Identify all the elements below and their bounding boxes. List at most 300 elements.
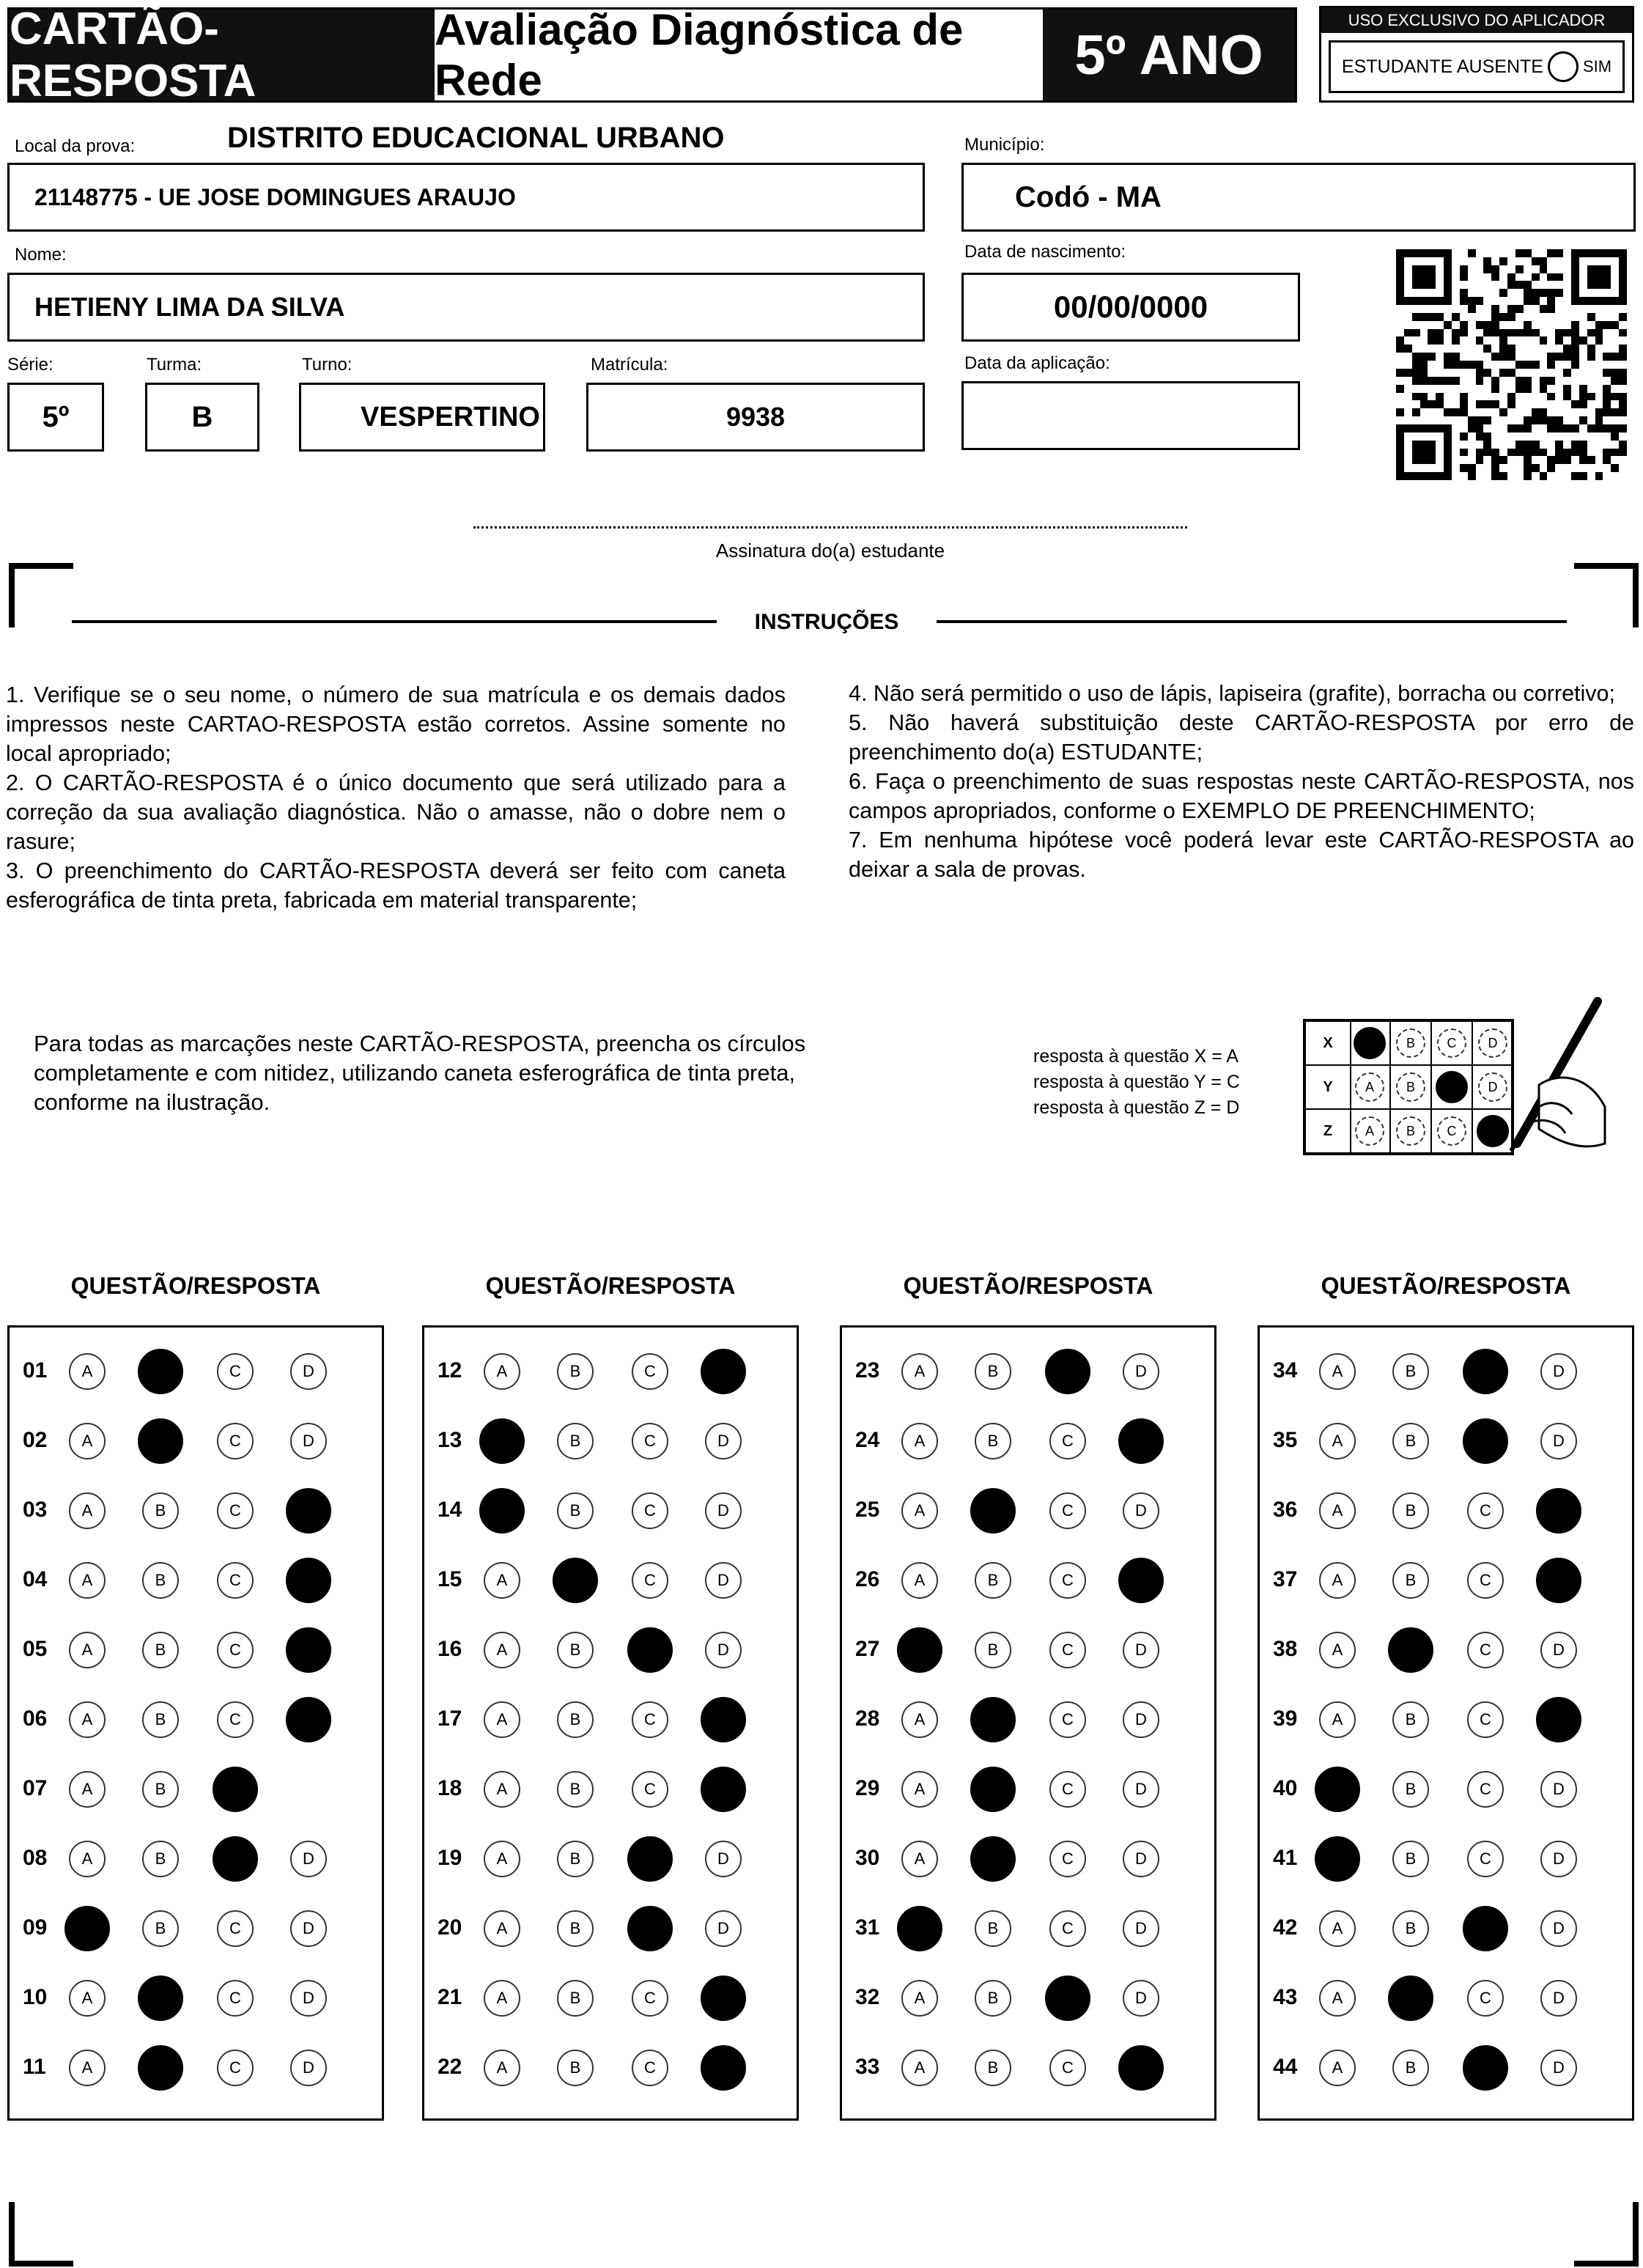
answer-bubble-c[interactable]: C	[1467, 1841, 1504, 1877]
question-row	[424, 1419, 797, 1463]
answer-bubble-c[interactable]: C	[632, 1423, 668, 1459]
answer-bubble-c[interactable]: C	[1467, 1771, 1504, 1808]
question-number: 38	[1273, 1637, 1298, 1661]
answer-bubble-a[interactable]	[1315, 1767, 1360, 1812]
question-row	[424, 1976, 797, 2020]
answer-bubble-d[interactable]	[701, 2045, 746, 2091]
example-bubble-c	[1436, 1071, 1468, 1103]
question-row	[1260, 1628, 1632, 1672]
question-row	[1260, 1558, 1632, 1602]
answer-bubble-c[interactable]: C	[217, 1353, 254, 1390]
question-row	[424, 1767, 797, 1811]
answer-bubble-a[interactable]: A	[1319, 1910, 1356, 1947]
answer-bubble-c[interactable]: C	[217, 1492, 254, 1529]
question-row	[842, 1419, 1214, 1463]
answer-bubble-b[interactable]: B	[557, 1423, 594, 1459]
question-row	[1260, 1419, 1632, 1463]
question-row	[1260, 2046, 1632, 2090]
example-cell	[1391, 1110, 1432, 1152]
answer-bubble-c[interactable]: C	[1467, 1492, 1504, 1529]
answer-bubble-c[interactable]: C	[217, 1423, 254, 1459]
answer-bubble-b[interactable]: B	[975, 1910, 1011, 1947]
corner-mark-bottom-left	[9, 2202, 73, 2267]
instruction-item: 6. Faça o preenchimento de suas respostas neste CARTÃO-RESPOSTA, nos campos apropriados, conforme o EXEMPLO DE PREENCHIMENTO;	[849, 769, 1634, 823]
example-text: Para todas as marcações neste CARTÃO-RESPOSTA, preencha os círculos completamente e com nitidez, utilizando caneta esferográfica de tinta preta, conforme na ilustração.	[34, 1031, 806, 1115]
answer-bubble-d[interactable]: D	[1540, 1632, 1577, 1668]
example-bubble-a: A	[1355, 1072, 1384, 1102]
answer-bubble-a[interactable]: A	[901, 1562, 938, 1599]
answer-bubble-b[interactable]: B	[557, 1632, 594, 1668]
example-cell	[1432, 1022, 1473, 1064]
column-heading: QUESTÃO/RESPOSTA	[70, 1273, 321, 1299]
answer-bubble-a[interactable]: A	[901, 1492, 938, 1529]
answer-bubble-b[interactable]: B	[1392, 1423, 1429, 1459]
answer-panel	[422, 1325, 799, 2121]
answer-bubble-b[interactable]	[970, 1697, 1016, 1742]
answer-bubble-d[interactable]: D	[1123, 1910, 1159, 1947]
question-row	[842, 1767, 1214, 1811]
absent-label: ESTUDANTE AUSENTE	[1341, 56, 1543, 77]
example-cell	[1350, 1022, 1391, 1064]
answer-bubble-d[interactable]	[701, 1767, 746, 1812]
answer-bubble-c[interactable]	[1045, 1349, 1090, 1394]
exam-title: Avaliação Diagnóstica de Rede	[435, 10, 1043, 100]
matricula-value: 9938	[725, 402, 786, 432]
serie-label: Série:	[7, 355, 53, 375]
answer-bubble-d[interactable]	[1118, 1418, 1164, 1464]
question-number: 10	[23, 1985, 48, 2009]
answer-bubble-d[interactable]	[286, 1558, 331, 1603]
answer-bubble-d[interactable]: D	[290, 1980, 327, 2017]
aplicacao-label: Data da aplicação:	[964, 353, 1110, 373]
answer-bubble-b[interactable]	[553, 1558, 598, 1603]
column-heading: QUESTÃO/RESPOSTA	[485, 1273, 736, 1299]
question-number: 24	[855, 1428, 880, 1452]
answer-bubble-b[interactable]: B	[142, 1632, 179, 1668]
question-number: 43	[1273, 1985, 1298, 2009]
question-number: 07	[23, 1776, 48, 1800]
answer-bubble-c[interactable]: C	[1467, 1632, 1504, 1668]
answer-bubble-b[interactable]: B	[557, 1492, 594, 1529]
question-number: 16	[437, 1637, 462, 1661]
answer-bubble-a[interactable]: A	[484, 2050, 520, 2086]
question-row	[842, 1698, 1214, 1742]
answer-bubble-b[interactable]: B	[142, 1771, 179, 1808]
answer-bubble-a[interactable]: A	[901, 1841, 938, 1877]
answer-bubble-b[interactable]	[1388, 1976, 1433, 2021]
matricula-field[interactable]	[586, 383, 925, 452]
answer-bubble-c[interactable]: C	[1049, 1841, 1086, 1877]
municipio-field[interactable]	[961, 163, 1636, 232]
answer-bubble-b[interactable]: B	[1392, 1771, 1429, 1808]
answer-bubble-a[interactable]: A	[901, 1701, 938, 1738]
answer-bubble-b[interactable]: B	[1392, 1492, 1429, 1529]
instructions-right	[849, 679, 1634, 884]
answer-bubble-c[interactable]: C	[632, 1492, 668, 1529]
answer-bubble-b[interactable]	[970, 1836, 1016, 1882]
question-row	[842, 2046, 1214, 2090]
answer-bubble-a[interactable]: A	[484, 1771, 520, 1808]
answer-bubble-b[interactable]	[1388, 1627, 1433, 1673]
answer-bubble-d[interactable]: D	[1540, 1980, 1577, 2017]
answer-bubble-b[interactable]: B	[975, 1980, 1011, 2017]
answer-bubble-b[interactable]: B	[557, 1771, 594, 1808]
question-number: 18	[437, 1776, 462, 1800]
answer-bubble-a[interactable]: A	[1319, 1423, 1356, 1459]
answer-bubble-d[interactable]	[701, 1697, 746, 1742]
answer-bubble-d[interactable]: D	[1123, 1771, 1159, 1808]
question-row	[842, 1489, 1214, 1533]
question-number: 30	[855, 1846, 880, 1870]
answer-bubble-c[interactable]: C	[632, 1353, 668, 1390]
answer-bubble-d[interactable]: D	[705, 1423, 742, 1459]
signature-line[interactable]	[473, 526, 1187, 529]
answer-bubble-b[interactable]: B	[1392, 1701, 1429, 1738]
answer-bubble-d[interactable]	[1536, 1488, 1581, 1534]
answer-bubble-a[interactable]: A	[484, 1632, 520, 1668]
answer-bubble-a[interactable]: A	[484, 1841, 520, 1877]
answer-bubble-d[interactable]	[1536, 1558, 1581, 1603]
answer-bubble-a[interactable]: A	[1319, 2050, 1356, 2086]
question-row	[424, 2046, 797, 2090]
aplicacao-field[interactable]	[961, 381, 1300, 450]
answer-bubble-d[interactable]: D	[705, 1562, 742, 1599]
qr-code	[1396, 249, 1627, 480]
example-legend-item: resposta à questão X = A	[1033, 1046, 1239, 1067]
question-number: 36	[1273, 1498, 1298, 1522]
answer-bubble-c[interactable]: C	[1049, 1423, 1086, 1459]
answer-bubble-c[interactable]: C	[632, 1980, 668, 2017]
answer-bubble-d[interactable]: D	[1540, 1771, 1577, 1808]
question-number: 19	[437, 1846, 462, 1870]
answer-bubble-a[interactable]	[479, 1488, 525, 1534]
answer-bubble-c[interactable]	[627, 1836, 673, 1882]
answer-bubble-b[interactable]: B	[557, 2050, 594, 2086]
question-row	[424, 1558, 797, 1602]
answer-bubble-d[interactable]: D	[1540, 2050, 1577, 2086]
example-bubble-c: C	[1437, 1116, 1466, 1146]
municipio-value: Codó - MA	[1015, 180, 1162, 213]
answer-bubble-a[interactable]: A	[901, 1980, 938, 2017]
question-row	[10, 1698, 382, 1742]
absent-field	[1329, 40, 1625, 93]
answer-bubble-d[interactable]: D	[290, 1910, 327, 1947]
example-bubble-c: C	[1437, 1028, 1466, 1058]
answer-bubble-a[interactable]: A	[484, 1980, 520, 2017]
question-row	[1260, 1976, 1632, 2020]
answer-bubble-b[interactable]	[138, 1418, 183, 1464]
question-number: 33	[855, 2055, 880, 2079]
answer-bubble-b[interactable]: B	[557, 1701, 594, 1738]
answer-bubble-d[interactable]	[286, 1488, 331, 1534]
answer-bubble-a[interactable]	[1315, 1836, 1360, 1882]
answer-bubble-b[interactable]	[970, 1488, 1016, 1534]
answer-bubble-c[interactable]: C	[1467, 1562, 1504, 1599]
example-cell	[1350, 1066, 1391, 1108]
answer-bubble-c[interactable]	[1463, 2045, 1508, 2091]
nome-value: HETIENY LIMA DA SILVA	[34, 292, 345, 322]
question-row	[424, 1350, 797, 1393]
instruction-item: 1. Verifique se o seu nome, o número de sua matrícula e os demais dados impressos neste CARTAO-RESPOSTA estão corretos. Assine somente no local apropriado;	[6, 682, 786, 766]
question-row	[842, 1837, 1214, 1881]
answer-bubble-a[interactable]: A	[69, 1771, 106, 1808]
corner-mark-top-left	[9, 563, 73, 627]
answer-bubble-b[interactable]: B	[975, 1423, 1011, 1459]
answer-bubble-b[interactable]: B	[975, 1632, 1011, 1668]
answer-bubble-d[interactable]: D	[1123, 1492, 1159, 1529]
nascimento-label: Data de nascimento:	[964, 242, 1126, 262]
turno-field[interactable]	[299, 383, 545, 452]
answer-bubble-a[interactable]: A	[901, 1771, 938, 1808]
answer-bubble-b[interactable]: B	[557, 1353, 594, 1390]
answer-bubble-d[interactable]	[1118, 1558, 1164, 1603]
answer-bubble-c[interactable]	[213, 1836, 258, 1882]
answer-bubble-a[interactable]: A	[69, 1353, 106, 1390]
answer-bubble-b[interactable]	[138, 1976, 183, 2021]
nascimento-field[interactable]	[961, 273, 1300, 342]
answer-bubble-a[interactable]: A	[1319, 1353, 1356, 1390]
answer-bubble-c[interactable]: C	[1049, 1701, 1086, 1738]
answer-bubble-a[interactable]: A	[69, 1423, 106, 1459]
answer-bubble-b[interactable]: B	[142, 1841, 179, 1877]
answer-bubble-d[interactable]: D	[705, 1841, 742, 1877]
answer-bubble-c[interactable]: C	[217, 1980, 254, 2017]
municipio-label: Município:	[964, 135, 1045, 155]
answer-bubble-c[interactable]: C	[632, 2050, 668, 2086]
answer-bubble-b[interactable]: B	[975, 1562, 1011, 1599]
answer-bubble-d[interactable]: D	[705, 1492, 742, 1529]
instruction-item: 7. Em nenhuma hipótese você poderá levar este CARTÃO-RESPOSTA ao deixar a sala de provas.	[849, 828, 1634, 882]
question-row	[10, 1558, 382, 1602]
answer-bubble-c[interactable]	[213, 1767, 258, 1812]
answer-bubble-b[interactable]: B	[1392, 1353, 1429, 1390]
answer-bubble-d[interactable]	[701, 1976, 746, 2021]
turma-field[interactable]	[145, 383, 259, 452]
answer-bubble-a[interactable]: A	[901, 1423, 938, 1459]
answer-bubble-b[interactable]: B	[142, 1701, 179, 1738]
answer-bubble-d[interactable]	[286, 1697, 331, 1742]
question-row	[10, 1907, 382, 1951]
answer-bubble-a[interactable]: A	[69, 1492, 106, 1529]
question-number: 31	[855, 1915, 880, 1940]
example-legend-item: resposta à questão Y = C	[1033, 1072, 1240, 1092]
absent-bubble[interactable]	[1548, 51, 1579, 82]
answer-bubble-c[interactable]: C	[1049, 1910, 1086, 1947]
answer-bubble-d[interactable]: D	[1540, 1353, 1577, 1390]
question-row	[10, 1628, 382, 1672]
answer-bubble-a[interactable]: A	[1319, 1562, 1356, 1599]
question-number: 20	[437, 1915, 462, 1940]
example-row	[1306, 1022, 1511, 1066]
answer-bubble-c[interactable]: C	[1049, 2050, 1086, 2086]
answer-bubble-c[interactable]: C	[1049, 1771, 1086, 1808]
question-number: 29	[855, 1776, 880, 1800]
example-bubble-a	[1354, 1027, 1386, 1059]
answer-bubble-a[interactable]: A	[69, 2050, 106, 2086]
answer-bubble-c[interactable]: C	[217, 1562, 254, 1599]
answer-bubble-d[interactable]	[286, 1627, 331, 1673]
answer-bubble-d[interactable]: D	[290, 1841, 327, 1877]
answer-bubble-b[interactable]: B	[1392, 2050, 1429, 2086]
answer-bubble-a[interactable]: A	[484, 1562, 520, 1599]
question-number: 01	[23, 1358, 48, 1382]
answer-bubble-c[interactable]: C	[1049, 1562, 1086, 1599]
question-number: 13	[437, 1428, 462, 1452]
answer-bubble-d[interactable]: D	[1123, 1980, 1159, 2017]
question-number: 37	[1273, 1567, 1298, 1591]
example-cell	[1432, 1066, 1473, 1108]
answer-bubble-b[interactable]	[138, 2045, 183, 2091]
applicator-box	[1319, 6, 1634, 103]
answer-bubble-c[interactable]	[1463, 1418, 1508, 1464]
answer-bubble-d[interactable]: D	[1123, 1632, 1159, 1668]
answer-bubble-a[interactable]	[479, 1418, 525, 1464]
answer-bubble-b[interactable]: B	[975, 2050, 1011, 2086]
answer-bubble-c[interactable]: C	[632, 1562, 668, 1599]
answer-bubble-b[interactable]: B	[142, 1492, 179, 1529]
example-row	[1306, 1066, 1511, 1110]
answer-bubble-a[interactable]: A	[484, 1701, 520, 1738]
answer-panel	[840, 1325, 1216, 2121]
answer-bubble-a[interactable]: A	[1319, 1492, 1356, 1529]
answer-bubble-a[interactable]: A	[69, 1980, 106, 2017]
answer-bubble-d[interactable]	[1118, 2045, 1164, 2091]
question-number: 35	[1273, 1428, 1298, 1452]
question-number: 26	[855, 1567, 880, 1591]
question-number: 09	[23, 1915, 48, 1940]
question-number: 03	[23, 1498, 48, 1522]
answer-bubble-a[interactable]	[897, 1906, 942, 1951]
answer-bubble-a[interactable]: A	[69, 1841, 106, 1877]
answer-bubble-c[interactable]: C	[217, 2050, 254, 2086]
answer-bubble-a[interactable]: A	[1319, 1980, 1356, 2017]
answer-bubble-d[interactable]: D	[705, 1910, 742, 1947]
question-number: 44	[1273, 2055, 1298, 2079]
answer-bubble-c[interactable]: C	[1049, 1632, 1086, 1668]
question-row	[10, 2046, 382, 2090]
answer-bubble-b[interactable]: B	[1392, 1841, 1429, 1877]
example-legend	[1033, 1044, 1240, 1121]
answer-bubble-b[interactable]	[138, 1349, 183, 1394]
serie-value: 5º	[42, 400, 70, 433]
answer-bubble-d[interactable]: D	[290, 1423, 327, 1459]
answer-bubble-c[interactable]: C	[217, 1910, 254, 1947]
answer-bubble-c[interactable]: C	[217, 1701, 254, 1738]
answer-bubble-a[interactable]	[64, 1906, 110, 1951]
example-bubble-b: B	[1396, 1028, 1425, 1058]
question-number: 12	[437, 1358, 462, 1382]
instructions-left	[6, 680, 786, 915]
answer-bubble-a[interactable]: A	[484, 1353, 520, 1390]
answer-bubble-c[interactable]	[1045, 1976, 1090, 2021]
answer-bubble-d[interactable]: D	[1540, 1423, 1577, 1459]
answer-bubble-b[interactable]: B	[557, 1980, 594, 2017]
example-row-label: Z	[1306, 1110, 1351, 1152]
answer-bubble-d[interactable]: D	[705, 1632, 742, 1668]
answer-bubble-c[interactable]: C	[1467, 1980, 1504, 2017]
answer-bubble-d[interactable]: D	[1540, 1910, 1577, 1947]
serie-field[interactable]	[7, 383, 104, 452]
grade-badge: 5º ANO	[1043, 10, 1295, 100]
answer-bubble-a[interactable]: A	[69, 1632, 106, 1668]
example-bubble-d: D	[1478, 1028, 1507, 1058]
question-number: 21	[437, 1985, 462, 2009]
answer-bubble-a[interactable]: A	[901, 1353, 938, 1390]
pen-hand-icon	[1495, 997, 1612, 1173]
answer-bubble-d[interactable]: D	[1123, 1701, 1159, 1738]
answer-bubble-d[interactable]: D	[290, 2050, 327, 2086]
question-number: 14	[437, 1498, 462, 1522]
answer-bubble-a[interactable]: A	[69, 1562, 106, 1599]
question-number: 34	[1273, 1358, 1298, 1382]
answer-bubble-b[interactable]: B	[1392, 1910, 1429, 1947]
answer-bubble-a[interactable]: A	[484, 1910, 520, 1947]
answer-bubble-a[interactable]	[897, 1627, 942, 1673]
question-number: 32	[855, 1985, 880, 2009]
answer-bubble-a[interactable]: A	[69, 1701, 106, 1738]
answer-bubble-d[interactable]	[701, 1349, 746, 1394]
answer-bubble-c[interactable]	[1463, 1349, 1508, 1394]
answer-bubble-c[interactable]: C	[632, 1701, 668, 1738]
question-row	[842, 1558, 1214, 1602]
nome-field[interactable]	[7, 273, 925, 342]
answer-bubble-b[interactable]	[970, 1767, 1016, 1812]
answer-bubble-a[interactable]: A	[1319, 1632, 1356, 1668]
header-bar	[7, 4, 1297, 106]
question-row	[1260, 1767, 1632, 1811]
question-row	[10, 1767, 382, 1811]
answer-bubble-d[interactable]: D	[1123, 1353, 1159, 1390]
answer-bubble-b[interactable]: B	[142, 1910, 179, 1947]
question-row	[1260, 1698, 1632, 1742]
answer-bubble-c[interactable]	[1463, 1906, 1508, 1951]
answer-bubble-c[interactable]: C	[1467, 1701, 1504, 1738]
question-row	[1260, 1350, 1632, 1393]
answer-bubble-b[interactable]: B	[557, 1910, 594, 1947]
answer-bubble-b[interactable]: B	[142, 1562, 179, 1599]
question-number: 17	[437, 1706, 462, 1731]
answer-bubble-d[interactable]: D	[290, 1353, 327, 1390]
answer-bubble-b[interactable]: B	[975, 1353, 1011, 1390]
answer-bubble-a[interactable]: A	[901, 2050, 938, 2086]
question-row	[10, 1489, 382, 1533]
instruction-item: 5. Não haverá substituição deste CARTÃO-RESPOSTA por erro de preenchimento do(a) ESTUDANTE;	[849, 710, 1634, 765]
answer-bubble-c[interactable]: C	[632, 1771, 668, 1808]
turma-value: B	[191, 400, 213, 433]
question-number: 08	[23, 1846, 48, 1870]
answer-bubble-c[interactable]: C	[217, 1632, 254, 1668]
question-row	[10, 1976, 382, 2020]
question-number: 05	[23, 1637, 48, 1661]
answer-bubble-d[interactable]	[1536, 1697, 1581, 1742]
column-heading: QUESTÃO/RESPOSTA	[903, 1273, 1153, 1299]
answer-bubble-a[interactable]: A	[1319, 1701, 1356, 1738]
example-bubble-d: D	[1478, 1072, 1507, 1102]
answer-bubble-d[interactable]: D	[1540, 1841, 1577, 1877]
answer-bubble-c[interactable]	[627, 1627, 673, 1673]
question-number: 39	[1273, 1706, 1298, 1731]
answer-bubble-b[interactable]: B	[1392, 1562, 1429, 1599]
answer-bubble-c[interactable]: C	[1049, 1492, 1086, 1529]
question-row	[10, 1837, 382, 1881]
answer-bubble-c[interactable]	[627, 1906, 673, 1951]
question-row	[10, 1350, 382, 1393]
answer-bubble-b[interactable]: B	[557, 1841, 594, 1877]
school-field[interactable]	[7, 163, 925, 232]
question-row	[842, 1628, 1214, 1672]
example-cell	[1432, 1110, 1473, 1152]
answer-bubble-d[interactable]: D	[1123, 1841, 1159, 1877]
